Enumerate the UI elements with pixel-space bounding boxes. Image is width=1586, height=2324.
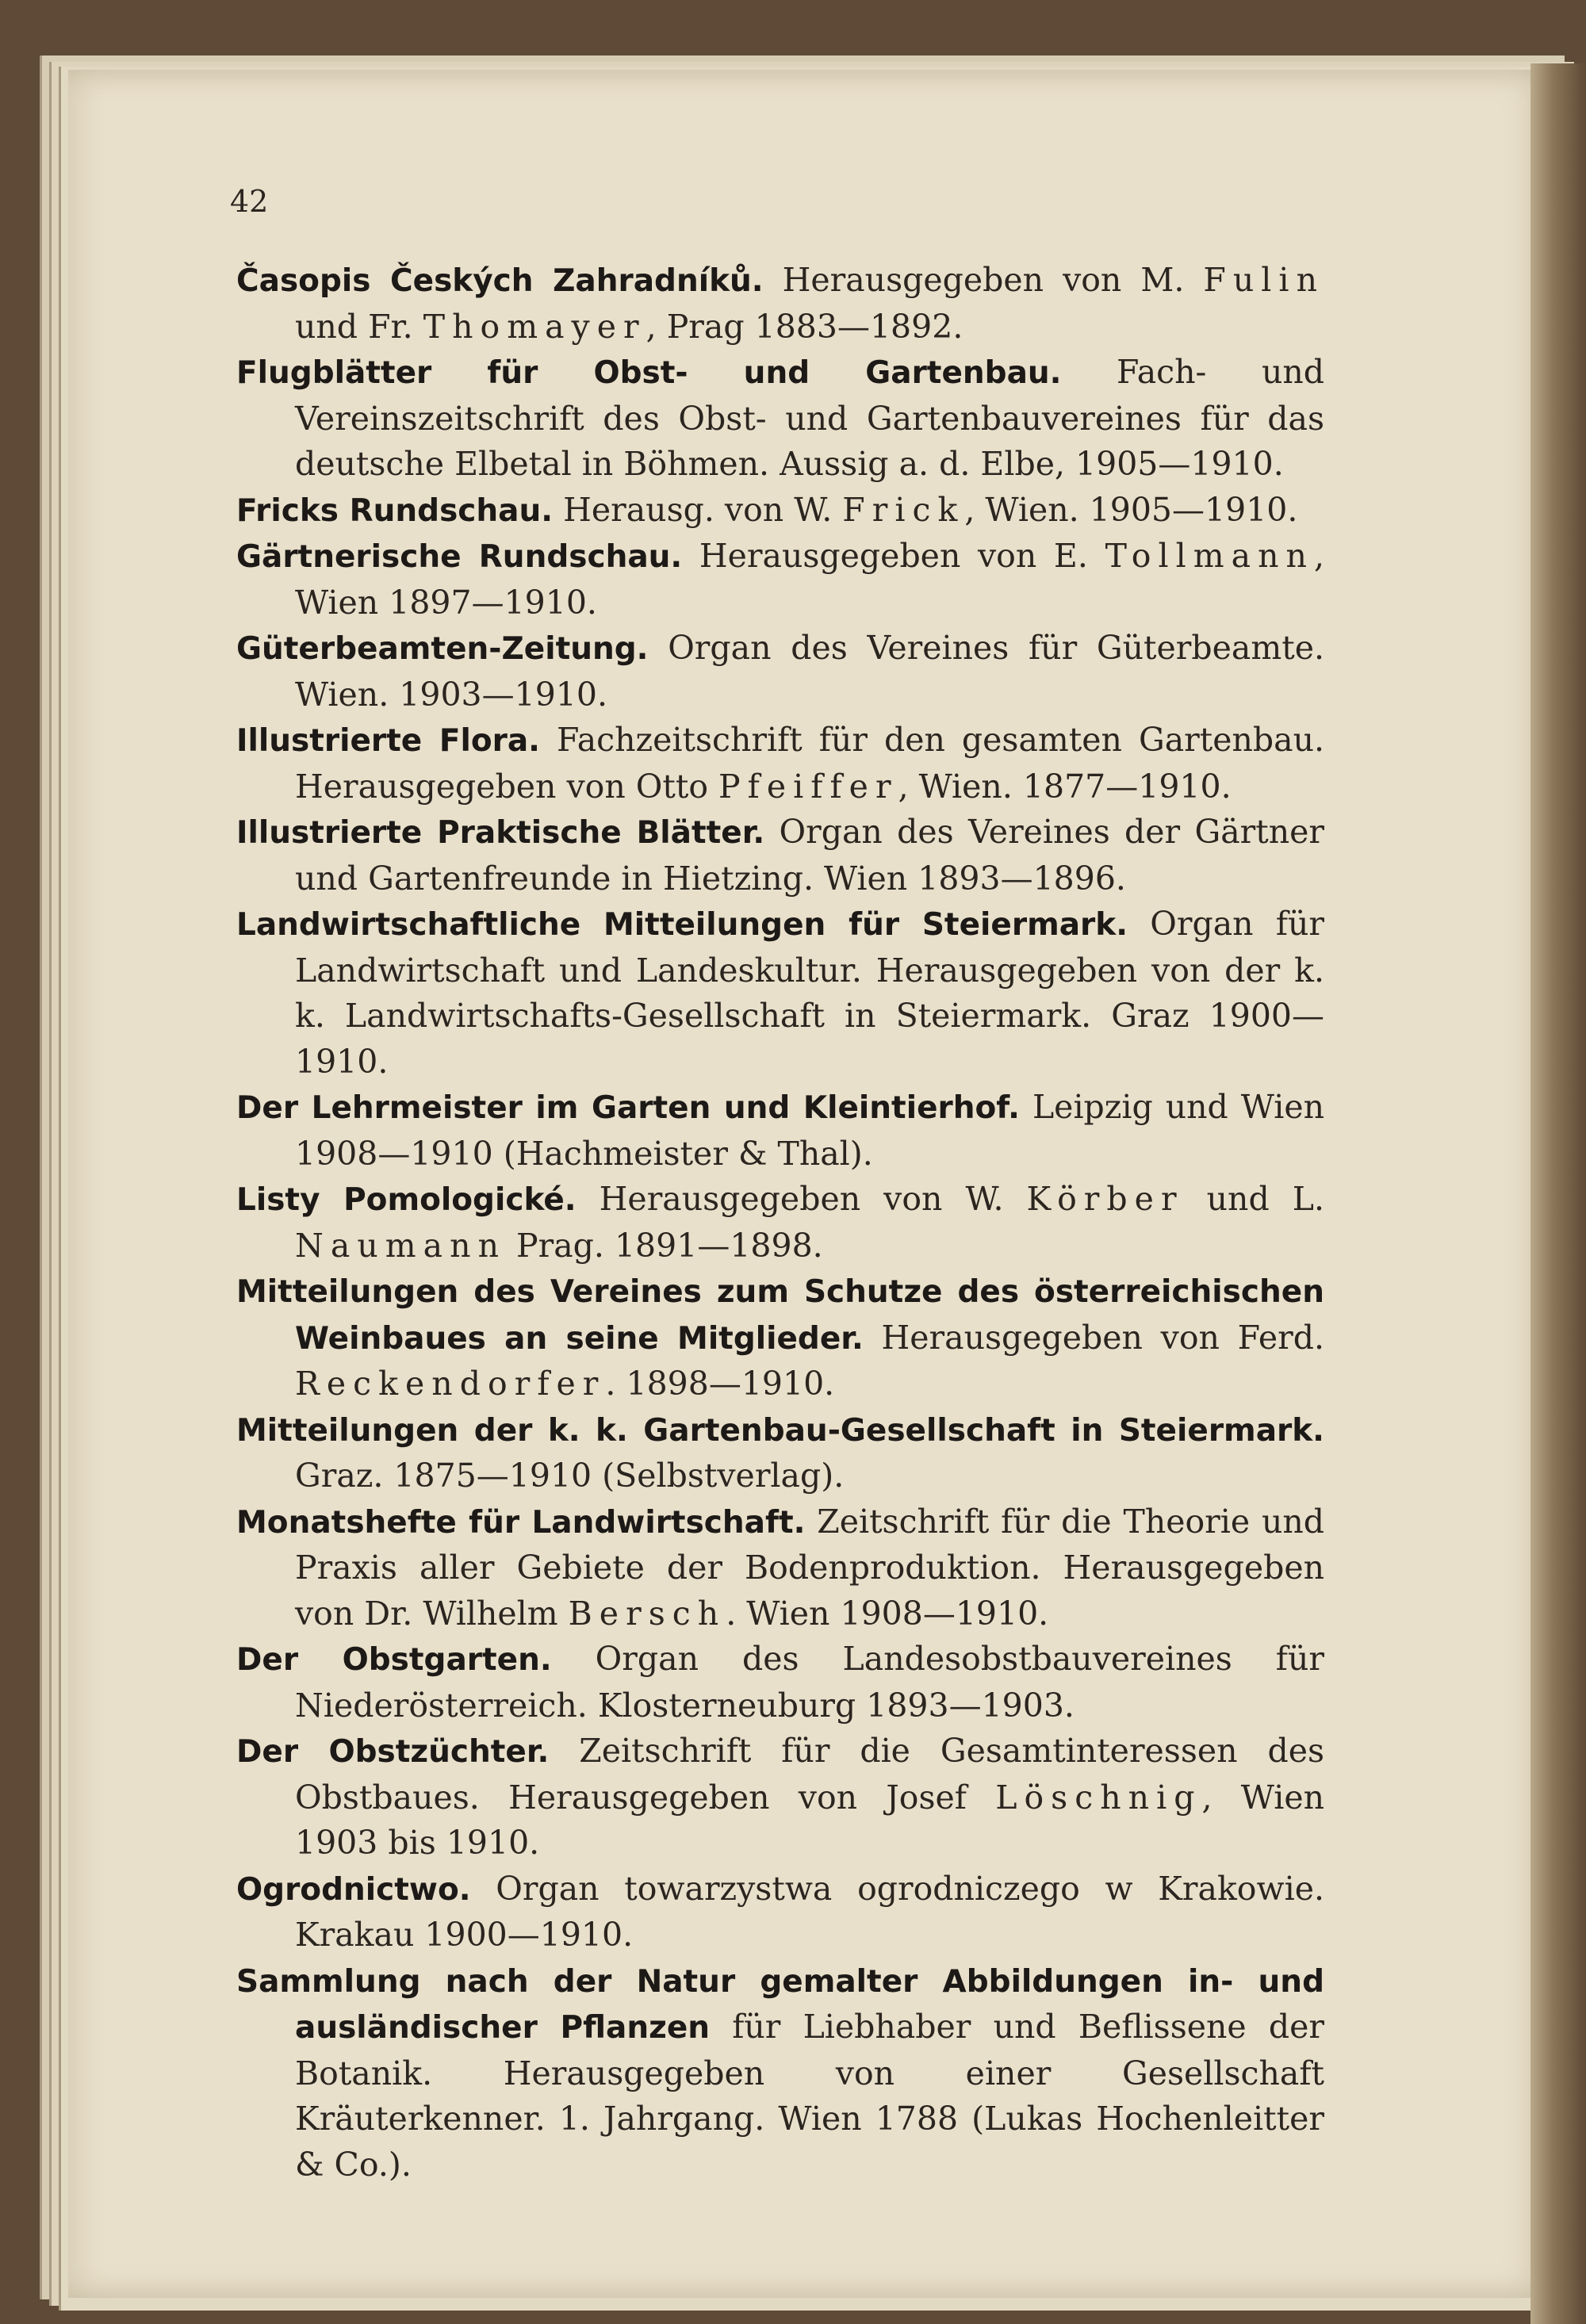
entry-text: Herausgegeben von E. [682,537,1105,575]
bibliography-entry [236,488,1324,534]
entry-text: Leipzig und Wien 1908—1910 (Hachmeister & Thal). [295,1088,1324,1173]
entry-title: Mitteilungen der k. k. Gartenbau-Gesellschaft in Steiermark. [236,1412,1324,1449]
entry-name: Thomayer [423,307,646,346]
bibliography-entry [236,1177,1324,1269]
entry-text: , Wien. 1877—1910. [898,767,1232,806]
bibliography-entry [236,1499,1324,1637]
entry-text: . Wien 1908—1910. [726,1594,1049,1633]
entry-name: Löschnig [995,1778,1202,1817]
book-gutter-shadow [1530,63,1586,2324]
bibliography-entry [236,534,1324,626]
bibliography-entry [236,258,1324,350]
bibliography-entry [236,718,1324,810]
bibliography-list [236,258,1324,2188]
entry-title: Der Obstgarten. [236,1642,552,1678]
entry-title: Sammlung nach der Natur gemalter Abbildungen in- und ausländischer Pflanzen [236,1963,1324,2046]
bibliography-entry [236,902,1324,1085]
entry-text: , Wien. 1905—1910. [964,490,1298,529]
entry-text: Zeitschrift für die Theorie und Praxis aller Gebiete der Bodenproduktion. Herausgegeben von Dr. Wilhelm [295,1502,1325,1633]
entry-text: Zeitschrift für die Gesamtinteressen des Obstbaues. Herausgegeben von Josef [295,1732,1324,1817]
bibliography-entry [236,350,1324,488]
entry-text: Graz. 1875—1910 (Selbstverlag). [295,1457,845,1495]
entry-text: , Wien 1897—1910. [295,537,1324,622]
bibliography-entry [236,1637,1324,1729]
bibliography-entry [236,810,1324,902]
entry-text: für Liebhaber und Beflissene der Botanik. Herausgegeben von einer Gesellschaft Kräuterkenner. 1. Jahrgang. Wien 1788 (Lukas Hochenleitter & Co.). [295,2008,1324,2184]
entry-title: Der Obstzüchter. [236,1734,550,1770]
entry-text: Organ des Vereines für Güterbeamte. Wien. 1903—1910. [295,629,1324,714]
entry-name: Naumann [295,1226,506,1265]
entry-title: Monatshefte für Landwirtschaft. [236,1504,806,1541]
bibliography-entry [236,626,1324,718]
entry-name: Frick [842,490,965,529]
entry-name: Fulin [1203,261,1324,299]
entry-text: Herausgegeben von Ferd. [863,1318,1325,1357]
entry-text: Herausg. von W. [553,490,843,529]
entry-title: Časopis Českých Zahradníků. [236,263,764,299]
entry-text: , Prag 1883—1892. [646,307,963,346]
entry-name: Körber [1026,1180,1184,1218]
entry-text: , Wien 1903 bis 1910. [295,1778,1324,1862]
entry-title: Fricks Rundschau. [236,492,554,529]
bibliography-entry [236,1729,1324,1866]
bibliography-entry [236,1085,1324,1177]
entry-name: Reckendorfer [295,1365,606,1403]
entry-name: Bersch [568,1594,726,1633]
entry-text: Fach- und Vereinszeitschrift des Obst- und Gartenbauvereines für das deutsche Elbetal in Böhmen. Aussig a. d. Elbe, 1905—1910. [295,353,1325,483]
entry-title: Der Lehrmeister im Garten und Kleintierhof. [236,1090,1020,1126]
entry-name: Tollmann [1105,537,1314,575]
bibliography-entry [236,1958,1324,2188]
entry-title: Flugblätter für Obst- und Gartenbau. [236,355,1062,391]
entry-text: und Fr. [295,307,423,346]
entry-text: Prag. 1891—1898. [506,1226,823,1265]
entry-text: Organ des Vereines der Gärtner und Gartenfreunde in Hietzing. Wien 1893—1896. [295,813,1324,898]
entry-title: Illustrierte Flora. [236,723,540,759]
entry-text: Organ des Landesobstbauvereines für Niederösterreich. Klosterneuburg 1893—1903. [295,1640,1324,1725]
entry-text: und L. [1183,1180,1324,1218]
entry-text: Herausgegeben von M. [763,261,1204,299]
entry-title: Listy Pomologické. [236,1182,577,1218]
page-number: 42 [230,184,269,219]
entry-text: . 1898—1910. [605,1365,835,1403]
entry-title: Ogrodnictwo. [236,1871,471,1908]
entry-text: Fachzeitschrift für den gesamten Gartenbau. Herausgegeben von Otto [295,721,1325,806]
entry-text: Herausgegeben von W. [576,1180,1027,1218]
entry-title: Gärtnerische Rundschau. [236,539,683,575]
bibliography-entry [236,1407,1324,1499]
entry-text: Organ towarzystwa ogrodniczego w Krakowie. Krakau 1900—1910. [295,1869,1324,1954]
entry-title: Mitteilungen des Vereines zum Schutze des österreichischen Weinbaues an seine Mitglieder. [236,1274,1324,1357]
bibliography-entry [236,1269,1324,1407]
entry-name: Pfeiffer [718,767,898,806]
entry-title: Güterbeamten-Zeitung. [236,631,649,667]
entry-text: Organ für Landwirtschaft und Landeskultur. Herausgegeben von der k. k. Landwirtschafts-Gesellschaft in Steiermark. Graz 1900—1910. [295,905,1324,1081]
entry-title: Landwirtschaftliche Mitteilungen für Steiermark. [236,907,1128,943]
bibliography-entry [236,1866,1324,1958]
entry-title: Illustrierte Praktische Blätter. [236,815,765,851]
